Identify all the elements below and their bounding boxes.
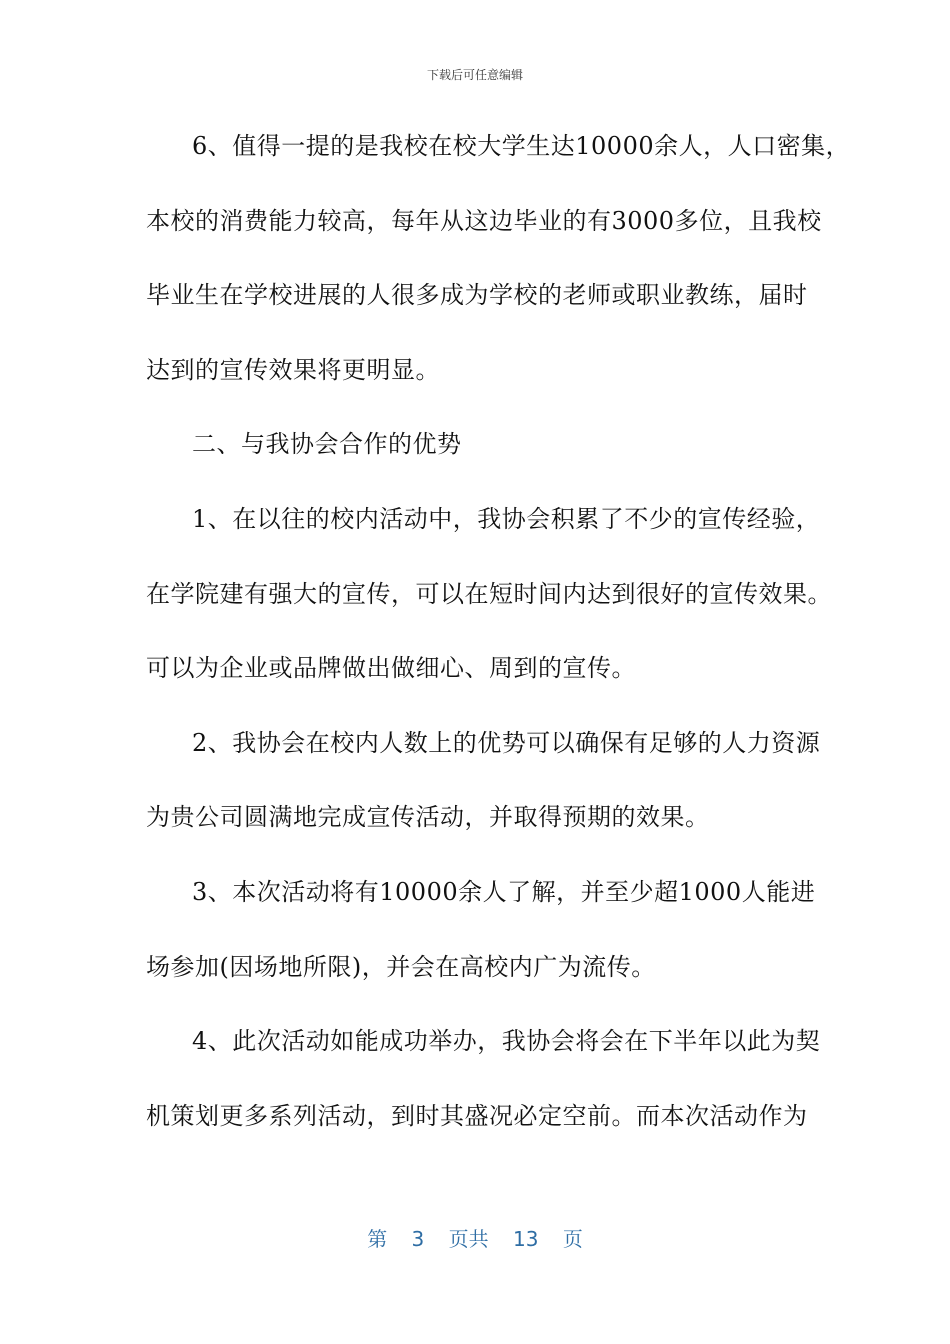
paragraph-1-line-3: 毕业生在学校进展的人很多成为学校的老师或职业教练，届时 bbox=[146, 281, 808, 310]
footer-total-pages: 13 bbox=[513, 1227, 539, 1251]
paragraph-4-line-2: 场参加(因场地所限)，并会在高校内广为流传。 bbox=[146, 952, 656, 981]
paragraph-1-line-1: 6、值得一提的是我校在校大学生达10000余人，人口密集， bbox=[192, 132, 851, 160]
header-note: 下载后可任意编辑 bbox=[426, 68, 523, 82]
paragraph-1-line-4: 达到的宣传效果将更明显。 bbox=[146, 355, 440, 384]
paragraph-3-line-1: 2、我协会在校内人数上的优势可以确保有足够的人力资源 bbox=[192, 728, 821, 757]
footer-label-total-prefix: 页共 bbox=[448, 1227, 489, 1251]
section-heading: 二、与我协会合作的优势 bbox=[192, 430, 462, 459]
paragraph-5-line-1: 4、此次活动如能成功举办，我协会将会在下半年以此为契 bbox=[192, 1027, 821, 1056]
paragraph-2-line-3: 可以为企业或品牌做出做细心、周到的宣传。 bbox=[146, 654, 636, 683]
paragraph-2-line-2: 在学院建有强大的宣传，可以在短时间内达到很好的宣传效果。 bbox=[146, 579, 832, 608]
footer-current-page: 3 bbox=[411, 1227, 425, 1251]
paragraph-1-line-2: 本校的消费能力较高，每年从这边毕业的有3000多位，且我校 bbox=[146, 206, 822, 235]
paragraph-5-line-2: 机策划更多系列活动，到时其盛况必定空前。而本次活动作为 bbox=[146, 1101, 808, 1130]
paragraph-2-line-1: 1、在以往的校内活动中，我协会积累了不少的宣传经验， bbox=[192, 504, 821, 533]
document-body bbox=[146, 126, 851, 1170]
footer-label-total-suffix: 页 bbox=[562, 1227, 583, 1251]
footer-label-page: 第 bbox=[367, 1227, 388, 1251]
paragraph-3-line-2: 为贵公司圆满地完成宣传活动，并取得预期的效果。 bbox=[146, 803, 710, 832]
paragraph-4-line-1: 3、本次活动将有10000余人了解，并至少超1000人能进 bbox=[192, 877, 816, 906]
page-footer bbox=[0, 1223, 950, 1252]
